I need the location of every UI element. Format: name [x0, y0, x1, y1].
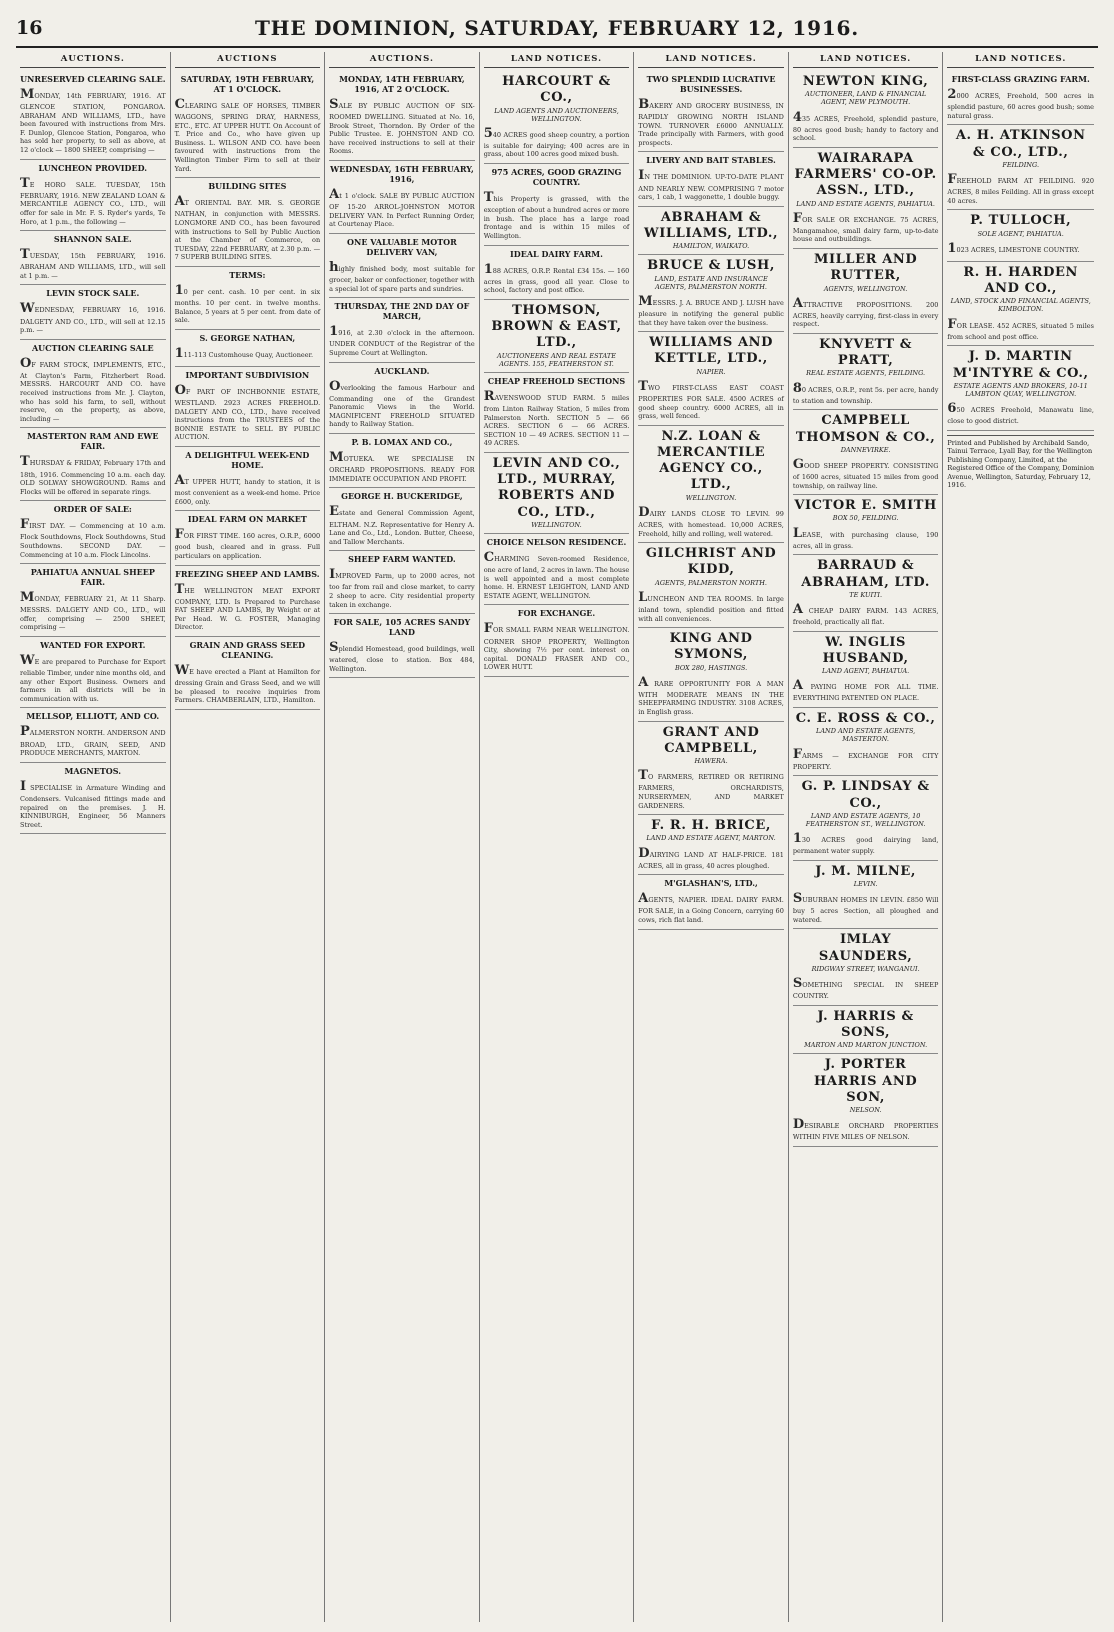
advertiser-name: A. H. ATKINSON & CO., LTD., [955, 128, 1086, 160]
ad-heading: LUNCHEON PROVIDED. [38, 162, 148, 173]
ad-body-text: DAIRYING LAND AT HALF-PRICE. 181 ACRES, all in grass, 40 acres ploughed. [638, 845, 784, 870]
ad-body-text: Overlooking the famous Harbour and Commanding one of the Grandest Panoramic Views in the World. MAGNIFICENT FREEHOLD SITUATED handy to Railway Station. [329, 378, 475, 429]
advertiser-name: WILLIAMS AND KETTLE, LTD., [649, 335, 773, 367]
advertiser-name: J. D. MARTIN M'INTYRE & CO., [952, 349, 1089, 381]
advertiser-address: LAND, STOCK AND FINANCIAL AGENTS, KIMBOLTON. [950, 297, 1091, 314]
advertisement [20, 708, 166, 762]
ad-body-text: 540 ACRES good sheep country, a portion is suitable for dairying; 400 acres are in grass, about 100 acres good mixed bush. [483, 125, 630, 159]
advertiser-name: LEVIN AND CO., LTD., MURRAY, ROBERTS AND CO., LTD., [492, 455, 621, 520]
advertisement [329, 614, 475, 678]
ad-heading: CHEAP FREEHOLD SECTIONS [487, 375, 626, 386]
advertisement [793, 632, 939, 708]
column-heading: AUCTIONS [175, 52, 321, 68]
advertisement [175, 71, 321, 178]
advertiser-address: LAND AND ESTATE AGENTS, MASTERTON. [816, 727, 916, 744]
ad-body-text: FOR LEASE. 452 ACRES, situated 5 miles from school and post office. [947, 316, 1094, 341]
ad-heading: GEORGE H. BUCKERIDGE, [341, 491, 463, 502]
advertisement [638, 255, 784, 332]
advertisement [793, 410, 939, 495]
advertisement [20, 637, 166, 708]
ad-body-text: 188 ACRES, O.R.P. Rental £34 15s. — 160 acres in grass, good all year. Close to school, factory and post office. [483, 261, 630, 295]
ad-body-text: FOR SMALL FARM NEAR WELLINGTON. CORNER SHOP PROPERTY, Wellington City, showing 7½ per cent. interest on capital. DONALD FRASER AND CO., LOWER HUTT. [483, 621, 630, 672]
advertisement [175, 330, 321, 367]
ad-body-text: highly finished body, most suitable for grocer, baker or confectioner, together with a special lot of spare parts and sundries. [329, 259, 475, 293]
advertiser-address: AGENTS, PALMERSTON NORTH. [655, 578, 767, 587]
advertiser-name: KING AND SYMONS, [669, 631, 753, 663]
ad-heading: S. GEORGE NATHAN, [199, 332, 296, 343]
ad-body-text: TWO FIRST-CLASS EAST COAST PROPERTIES FOR SALE. 4500 ACRES of good sheep country. 6000 ACRES, all in grass, well fenced. [638, 378, 784, 421]
ad-heading: ONE VALUABLE MOTOR DELIVERY VAN, [347, 236, 457, 257]
ad-body-text: AGENTS, NAPIER. IDEAL DAIRY FARM. FOR SALE, in a Going Concern, carrying 60 cows, rich flat land. [638, 891, 784, 924]
advertiser-address: NAPIER. [696, 367, 726, 376]
advertisement [638, 332, 784, 426]
ad-body-text: Splendid Homestead, good buildings, well watered, close to station. Box 484, Wellington. [329, 640, 475, 673]
advertisement [20, 71, 166, 160]
advertiser-name: WAIRARAPA FARMERS' CO-OP. ASSN., LTD., [794, 150, 937, 199]
advertisement [484, 164, 630, 245]
column-heading: LAND NOTICES. [638, 52, 784, 68]
advertisement [20, 231, 166, 285]
page-number: 16 [16, 17, 43, 39]
ad-heading: SHANNON SALE. [53, 234, 132, 245]
column-heading: AUCTIONS. [20, 52, 166, 68]
advertisement [793, 334, 939, 410]
advertisement [175, 566, 321, 637]
advertisement [947, 210, 1094, 262]
ad-body-text: AT UPPER HUTT, handy to station, it is most convenient as a week-end home. Price £600, only. [174, 472, 321, 506]
advertisement [329, 488, 475, 551]
ad-heading: IDEAL DAIRY FARM. [510, 248, 603, 259]
advertisement [20, 501, 166, 564]
ad-heading: MONDAY, 14TH FEBRUARY, 1916, AT 2 O'CLOCK. [339, 74, 465, 94]
advertiser-address: BOX 280, HASTINGS. [674, 663, 748, 672]
ad-heading: FREEZING SHEEP AND LAMBS. [175, 568, 320, 579]
ad-body-text: FREEHOLD FARM AT FEILDING. 920 ACRES, 8 miles Feilding. All in grass except 40 acres. [947, 171, 1094, 205]
ad-body-text: ATTRACTIVE PROPOSITIONS. 200 ACRES, heavily carrying, first-class in every respect. [792, 295, 939, 329]
column-5 [634, 52, 789, 1622]
advertisement [793, 555, 939, 631]
newspaper-title: THE DOMINION, SATURDAY, FEBRUARY 12, 1916. [254, 16, 860, 40]
ad-body-text: TO FARMERS, RETIRED OR RETIRING FARMERS, ORCHARDISTS, NURSERYMEN, AND MARKET GARDENERS. [638, 768, 784, 810]
advertiser-address: RIDGWAY STREET, WANGANUI. [811, 964, 920, 973]
ad-body-text: 650 ACRES Freehold, Manawatu line, close to good district. [947, 401, 1094, 426]
advertiser-address: LAND AND ESTATE AGENT, MARTON. [646, 834, 776, 843]
advertiser-name: R. H. HARDEN AND CO., [963, 264, 1079, 297]
ad-heading: LEVIN STOCK SALE. [46, 288, 140, 299]
advertiser-address: REAL ESTATE AGENTS, FEILDING. [806, 369, 926, 378]
ad-body-text: MONDAY, FEBRUARY 21, At 11 Sharp. MESSRS. DALGETY AND CO., LTD., will offer, comprising — 2500 SHEET, comprising — [20, 590, 166, 632]
advertisement [638, 543, 784, 628]
advertiser-name: GRANT AND CAMPBELL, [662, 724, 760, 756]
ad-body-text: DESIRABLE ORCHARD PROPERTIES WITHIN FIVE MILES OF NELSON. [792, 1117, 939, 1142]
advertiser-name: THOMSON, BROWN & EAST, LTD., [491, 302, 622, 351]
advertiser-address: WELLINGTON. [685, 493, 737, 502]
ad-heading: MAGNETOS. [64, 765, 122, 776]
advertiser-name: GILCHRIST AND KIDD, [645, 546, 777, 578]
ad-body-text: DAIRY LANDS CLOSE TO LEVIN. 99 ACRES, with homestead. 10,000 ACRES, Freehold, hilly and rolling, well watered. [638, 504, 784, 538]
advertiser-address: FEILDING. [1002, 160, 1040, 169]
advertisement [329, 298, 475, 362]
ad-body-text: 435 ACRES, Freehold, splendid pasture, 80 acres good bush; handy to factory and school. [792, 109, 939, 143]
ad-heading: IDEAL FARM ON MARKET [187, 514, 307, 525]
ad-body-text: OF FARM STOCK, IMPLEMENTS, ETC., At Clayton's Farm, Fitzherbert Road. MESSRS. HARCOURT AND CO. have received instructions from Mr. J. Clayton, who has sold his farm, to sell, without reserve, on the property, as above, including — [20, 355, 166, 423]
advertisement [793, 249, 939, 334]
ad-body-text: RAVENSWOOD STUD FARM. 5 miles from Linton Railway Station, 5 miles from Palmerston North. SECTION 5 — 66 ACRES. SECTION 6 — 66 ACRES. SECTION 10 — 49 ACRES. SECTION 11 — 49 ACRES. [483, 388, 630, 448]
ad-heading: FOR EXCHANGE. [517, 608, 596, 619]
advertiser-address: MARTON AND MARTON JUNCTION. [804, 1041, 928, 1050]
ad-heading: TWO SPLENDID LUCRATIVE BUSINESSES. [646, 74, 776, 94]
ad-body-text: IN THE DOMINION. UP-TO-DATE PLANT AND NEARLY NEW. COMPRISING 7 motor cars, 1 cab, 1 waggonette, 1 double buggy. [638, 168, 784, 202]
ad-body-text: SUBURBAN HOMES IN LEVIN. £850 Will buy 5 acres Section, all ploughed and watered. [792, 891, 939, 924]
ad-body-text: THE WELLINGTON MEAT EXPORT COMPANY, LTD. Is Prepared to Purchase FAT SHEEP AND LAMBS, By Weight or at Per Head. W. G. FOSTER, Managing Director. [174, 581, 321, 632]
advertisement [20, 340, 166, 429]
ad-body-text: A CHEAP DAIRY FARM. 143 ACRES, freehold, practically all flat. [792, 601, 939, 627]
ad-heading: A DELIGHTFUL WEEK-END HOME. [185, 449, 310, 470]
advertiser-address: LEVIN. [853, 880, 878, 889]
ad-body-text: AT ORIENTAL BAY. MR. S. GEORGE NATHAN, in conjunction with MESSRS. LONGMORE AND CO., has been favoured with instructions to Sell by Public Auction at the Chamber of Commerce, on TUESDAY, 22nd FEBRUARY, at 2.30 p.m. — 7 SUPERB BUILDING SITES. [174, 194, 321, 262]
ad-heading: CHOICE NELSON RESIDENCE. [486, 537, 627, 548]
ad-heading: ORDER OF SALE: [53, 504, 132, 515]
ad-body-text: SALE BY PUBLIC AUCTION OF SIX-ROOMED DWELLING. Situated at No. 16, Brook Street, Thorndon. By Order of the Public Trustee. E. JOHNSTON AND CO. have received instructions to sell at their Rooms. [329, 97, 475, 156]
advertisement [329, 234, 475, 298]
advertisement [329, 71, 475, 161]
ad-body-text: WE have erected a Plant at Hamilton for dressing Grain and Grass Seed, and we will be pleased to receive inquiries from Farmers. CHAMBERLAIN, LTD., Hamilton. [174, 663, 321, 705]
ad-body-text: 1023 ACRES, LIMESTONE COUNTRY. [947, 240, 1080, 256]
ad-heading: GRAIN AND GRASS SEED CLEANING. [189, 640, 306, 661]
advert-columns [16, 52, 1098, 1622]
advertiser-name: VICTOR E. SMITH [794, 498, 937, 514]
advertiser-name: BARRAUD & ABRAHAM, LTD. [801, 558, 930, 590]
advertiser-address: HAWERA. [694, 757, 728, 766]
ad-body-text: IMPROVED Farm, up to 2000 acres, not too far from rail and close market, to carry 2 sheep to acre. City residential property taken in exchange. [329, 567, 475, 609]
advertisement [638, 426, 784, 543]
column-heading: LAND NOTICES. [484, 52, 630, 68]
ad-body-text: 130 ACRES good dairying land, permanent water supply. [792, 831, 939, 856]
ad-heading: SHEEP FARM WANTED. [348, 554, 456, 565]
advertisement [175, 447, 321, 511]
ad-heading: THURSDAY, THE 2ND DAY OF MARCH, [334, 301, 470, 322]
advertisement [793, 929, 939, 1005]
advertisement [20, 564, 166, 637]
ad-body-text: FOR FIRST TIME. 160 acres, O.R.P., 6000 good bush, cleared and in grass. Full particulars on application. [174, 527, 321, 560]
advertisement [638, 628, 784, 722]
ad-heading: M'GLASHAN'S, LTD., [664, 878, 758, 889]
column-7 [943, 52, 1098, 1622]
advertisement [638, 207, 784, 256]
column-heading: LAND NOTICES. [947, 52, 1094, 68]
advertiser-address: BOX 50, FEILDING. [832, 514, 899, 523]
advertisement [20, 285, 166, 339]
ad-body-text: TE HORO SALE. TUESDAY, 15th FEBRUARY, 1916. NEW ZEALAND LOAN & MERCANTILE AGENCY CO., LTD., will offer for sale in Mr. F. S. Ryder's yards, Te Horo, at 1 p.m., the following — [20, 175, 166, 226]
advertiser-name: G. P. LINDSAY & CO., [801, 779, 930, 811]
advertiser-address: DANNEVIRKE. [840, 445, 891, 454]
ad-body-text: LEASE, with purchasing clause, 190 acres, all in grass. [792, 525, 939, 550]
advertisement [793, 1006, 939, 1055]
ad-body-text: This Property is grassed, with the exception of about a hundred acres or more in bush. The place has a large road frontage and is within 15 miles of Wellington. [483, 190, 630, 240]
ad-heading: MASTERTON RAM AND EWE FAIR. [27, 431, 159, 452]
ad-body-text: TUESDAY, 15th FEBRUARY, 1916. ABRAHAM AND WILLIAMS, LTD., will sell at 1 p.m. — [20, 247, 166, 280]
ad-body-text: FOR SALE OR EXCHANGE. 75 ACRES, Mangamahoe, small dairy farm, up-to-date house and outbuildings. [792, 210, 939, 244]
advertisement [329, 161, 475, 234]
advertisement [484, 534, 630, 605]
advertiser-name: ABRAHAM & WILLIAMS, LTD., [644, 209, 779, 242]
advertiser-name: BRUCE & LUSH, [647, 258, 776, 274]
ad-heading: TERMS: [229, 269, 266, 280]
ad-body-text: BAKERY AND GROCERY BUSINESS, IN RAPIDLY GROWING NORTH ISLAND TOWN. TURNOVER £6000 ANNUALLY. Trade principally with Farmers, with good prospects. [638, 97, 784, 147]
advertisement [20, 160, 166, 231]
advertiser-address: SOLE AGENT, PAHIATUA. [977, 229, 1064, 238]
advertiser-address: ESTATE AGENTS AND BROKERS, 10-11 LAMBTON QUAY, WELLINGTON. [953, 381, 1088, 398]
advertisement [947, 71, 1094, 125]
advertiser-name: J. PORTER HARRIS AND SON, [814, 1057, 918, 1105]
advertisement [484, 246, 630, 300]
ad-body-text: CLEARING SALE OF HORSES, TIMBER WAGGONS, SPRING DRAY, HARNESS, ETC., ETC. AT UPPER HUTT. On Account of T. Price and Co., who have given up Business. L. WILSON AND CO. have been favoured with instructions from the Wellington Timber Firm to sell at their Yard. [174, 97, 321, 173]
advertiser-address: HAMILTON, WAIKATO. [672, 242, 750, 251]
advertisement [329, 363, 475, 434]
advertisement [638, 71, 784, 152]
ad-body-text: FARMS — EXCHANGE FOR CITY PROPERTY. [792, 746, 939, 771]
ad-heading: WANTED FOR EXPORT. [40, 640, 146, 651]
advertiser-name: C. E. ROSS & CO., [795, 711, 936, 727]
advertisement [793, 861, 939, 930]
ad-body-text: SOMETHING SPECIAL IN SHEEP COUNTRY. [792, 976, 939, 1001]
ad-body-text: GOOD SHEEP PROPERTY. CONSISTING of 1600 acres, situated 15 miles from good township, on railway line. [792, 456, 939, 490]
advertisement [484, 373, 630, 453]
advertiser-address: LAND AND ESTATE AGENTS, 10 FEATHERSTON ST., WELLINGTON. [805, 811, 926, 828]
column-6 [789, 52, 944, 1622]
advertisement [484, 453, 630, 534]
advertisement [638, 875, 784, 929]
ad-body-text: OF PART OF INCHBONNIE ESTATE, WESTLAND. 2923 ACRES FREEHOLD. DALGETY AND CO., LTD., have received instructions from the TRUSTEES of the BONNIE ESTATE to SELL BY PUBLIC AUCTION. [174, 382, 321, 442]
advertisement [175, 178, 321, 267]
advertisement [175, 267, 321, 330]
ad-body-text: A RARE OPPORTUNITY FOR A MAN WITH MODERATE MEANS IN THE SHEEPFARMING INDUSTRY. 3108 ACRES, in English grass. [638, 674, 784, 717]
advertisement [484, 71, 630, 164]
ad-heading: AUCKLAND. [374, 365, 430, 376]
advertisement [947, 346, 1094, 430]
ad-heading: MELLSOP, ELLIOTT, AND CO. [26, 711, 160, 722]
advertisement [793, 776, 939, 860]
ad-body-text: MESSRS. J. A. BRUCE AND J. LUSH have pleasure in notifying the general public that they have taken over the business. [638, 293, 784, 327]
advertisement [20, 763, 166, 834]
advertisement [793, 495, 939, 555]
ad-body-text: CHARMING Seven-roomed Residence, one acre of land, 2 acres in lawn. The house is well appointed and a most complete home. H. ERNEST LEIGHTON, LAND AND ESTATE AGENT, WELLINGTON. [483, 550, 630, 600]
column-4 [480, 52, 635, 1622]
ad-heading: IMPORTANT SUBDIVISION [185, 369, 310, 380]
ad-heading: PAHIATUA ANNUAL SHEEP FAIR. [30, 567, 155, 588]
advertiser-address: WELLINGTON. [531, 520, 582, 529]
ad-heading: P. B. LOMAX AND CO., [351, 437, 453, 448]
ad-body-text: 111-113 Customhouse Quay, Auctioneer. [174, 345, 314, 361]
ad-body-text: 2000 ACRES, Freehold, 500 acres in splendid pasture, 60 acres good bush; some natural grass. [947, 87, 1094, 120]
ad-body-text: THURSDAY & FRIDAY, February 17th and 18th, 1916. Commencing 10 a.m. each day. OLD SOLWAY SHOWGROUND. Rams and Flocks will be offered in separate rings. [20, 454, 166, 496]
ad-heading: AUCTION CLEARING SALE [31, 342, 154, 353]
advertisement [329, 434, 475, 488]
ad-body-text: LUNCHEON AND TEA ROOMS. In large inland town, splendid position and fitted with all conveniences. [638, 589, 784, 623]
ad-body-text: 80 ACRES, O.R.P., rent 5s. per acre, handy to station and township. [792, 380, 939, 405]
advertisement [947, 262, 1094, 346]
ad-body-text: PALMERSTON NORTH. ANDERSON AND BROAD, LTD., GRAIN, SEED, AND PRODUCE MERCHANTS, MARTON. [20, 724, 166, 758]
ad-body-text: MONDAY, 14th FEBRUARY, 1916. AT GLENCOE STATION, PONGAROA. ABRAHAM AND WILLIAMS, LTD., have been favoured with instructions from Mrs. F. Dunlop, Glencoe Station, Pongaroa, who has sold her property, to sell as above, at 12 o'clock — 1800 SHEEP, comprising — [20, 87, 166, 155]
advertisement [793, 1054, 939, 1147]
advertisement [947, 125, 1094, 210]
column-1 [16, 52, 171, 1622]
advertisement [793, 708, 939, 776]
advertiser-name: MILLER AND RUTTER, [814, 252, 918, 284]
advertisement [175, 637, 321, 710]
advertiser-address: TE KUITI. [849, 590, 883, 599]
advertisement [638, 722, 784, 816]
ad-body-text: WE are prepared to Purchase for Export reliable Timber, under nine months old, and any other Export Business. Owners and farmers in all districts will be in communication with us. [20, 653, 166, 703]
advertisement [175, 511, 321, 565]
ad-heading: LIVERY AND BAIT STABLES. [646, 155, 776, 166]
masthead [16, 10, 1098, 48]
advertiser-address: AUCTIONEERS AND REAL ESTATE AGENTS. 155, FEATHERSTON ST. [497, 351, 616, 368]
column-2 [171, 52, 326, 1622]
advertiser-address: LAND AGENTS AND AUCTIONEERS, WELLINGTON. [494, 106, 619, 123]
advertiser-address: AGENTS, WELLINGTON. [823, 284, 908, 293]
ad-body-text: 1916, at 2.30 o'clock in the afternoon. UNDER CONDUCT of the Registrar of the Supreme Court at Wellington. [329, 324, 475, 357]
advertiser-address: LAND, ESTATE AND INSURANCE AGENTS, PALMERSTON NORTH. [654, 274, 768, 291]
column-heading: LAND NOTICES. [793, 52, 939, 68]
advertisement [638, 815, 784, 875]
advertiser-address: NELSON. [849, 1106, 882, 1115]
advertiser-name: CAMPBELL THOMSON & CO., [795, 413, 936, 445]
column-3 [325, 52, 480, 1622]
advertisement [484, 605, 630, 676]
advertiser-name: HARCOURT & CO., [502, 74, 611, 106]
advertiser-name: J. M. MILNE, [815, 863, 917, 879]
advertisement [329, 551, 475, 614]
advertisement [638, 152, 784, 206]
advertiser-name: J. HARRIS & SONS, [817, 1008, 914, 1041]
advertisement [793, 71, 939, 148]
advertiser-name: W. INGLIS HUSBAND, [822, 634, 909, 666]
ad-body-text: A PAYING HOME FOR ALL TIME. EVERYTHING PATENTED ON PLACE. [792, 678, 939, 703]
advertisement [175, 367, 321, 447]
advertisement [793, 148, 939, 249]
ad-heading: FIRST-CLASS GRAZING FARM. [951, 74, 1090, 84]
ad-heading: WEDNESDAY, 16TH FEBRUARY, 1916, [330, 164, 474, 185]
publisher-imprint: Printed and Published by Archibald Sando, Tainui Terrace, Lyall Bay, for the Wellington Publishing Company, Limited, at the Registered Office of the Company, Dominion Avenue, Wellington, Saturday, February 12, 1916. [947, 435, 1094, 490]
advertiser-name: N.Z. LOAN & MERCANTILE AGENCY CO., LTD., [656, 428, 766, 493]
ad-heading: UNRESERVED CLEARING SALE. [20, 74, 166, 84]
ad-body-text: FIRST DAY. — Commencing at 10 a.m. Flock Southdowns, Flock Southdowns, Stud Southdowns. SECOND DAY. — Commencing at 10 a.m. Flock Lincolns. [20, 517, 166, 559]
advertiser-name: P. TULLOCH, [970, 213, 1072, 229]
advertiser-address: AUCTIONEER, LAND & FINANCIAL AGENT, NEW PLYMOUTH. [805, 90, 927, 107]
advertiser-name: KNYVETT & PRATT, [819, 336, 913, 369]
ad-heading: FOR SALE, 105 ACRES SANDY LAND [333, 617, 471, 638]
advertiser-name: IMLAY SAUNDERS, [818, 932, 913, 964]
advertisement [20, 428, 166, 501]
ad-heading: BUILDING SITES [208, 181, 287, 192]
column-heading: AUCTIONS. [329, 52, 475, 68]
ad-heading: SATURDAY, 19TH FEBRUARY, AT 1 O'CLOCK. [180, 74, 315, 94]
advertiser-name: F. R. H. BRICE, [651, 818, 771, 834]
ad-heading: 975 ACRES, GOOD GRAZING COUNTRY. [491, 167, 622, 188]
ad-body-text: At 1 o'clock. SALE BY PUBLIC AUCTION OF 15-20 ARROL-JOHNSTON MOTOR DELIVERY VAN. In Perfect Running Order, at Courtenay Place. [329, 187, 475, 229]
ad-body-text: Estate and General Commission Agent, ELTHAM. N.Z. Representative for Henry A. Lane and Co., Ltd., London. Butter, Cheese, and Tallow Merchants. [329, 504, 475, 546]
advertiser-address: LAND AND ESTATE AGENTS, PAHIATUA. [796, 199, 935, 208]
ad-body-text: WEDNESDAY, FEBRUARY 16, 1916. DALGETY AND CO., LTD., will sell at 12.15 p.m. — [20, 301, 166, 335]
advertisement [484, 300, 630, 373]
advertiser-name: NEWTON KING, [802, 74, 929, 89]
ad-body-text: I SPECIALISE in Armature Winding and Condensers. Vulcanised fittings made and repaired on the premises. J. H. KINNIBURGH, Engineer, 56 Manners Street. [20, 778, 166, 829]
advertiser-address: LAND AGENT, PAHIATUA. [822, 667, 910, 676]
ad-body-text: 10 per cent. cash. 10 per cent. in six months. 10 per cent. in twelve months. Balance, 5 years at 5 per cent. from date of sale. [174, 282, 321, 325]
ad-body-text: MOTUEKA. WE SPECIALISE IN ORCHARD PROPOSITIONS. READY FOR IMMEDIATE OCCUPATION AND PROFIT. [329, 450, 475, 483]
